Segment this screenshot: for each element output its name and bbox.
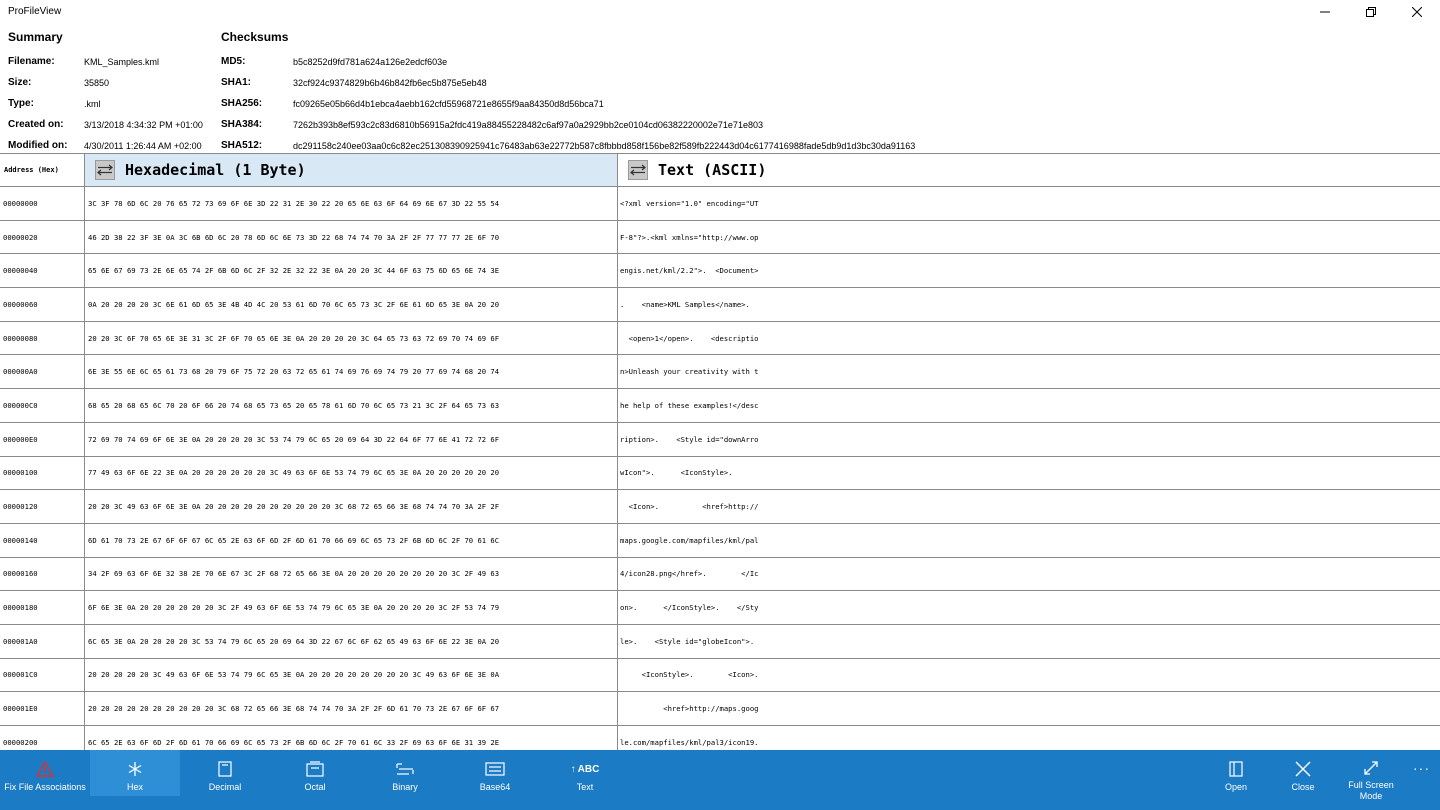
md5-label: MD5: — [221, 56, 246, 67]
modified-value: 4/30/2011 1:26:44 AM +02:00 — [84, 140, 202, 151]
decimal-icon — [218, 760, 232, 778]
table-row[interactable] — [0, 524, 1440, 558]
minimize-icon — [1320, 7, 1330, 17]
bottom-app-bar — [0, 750, 1440, 810]
text-header-title: Text (ASCII) — [658, 161, 767, 179]
decimal-view-label: Decimal — [208, 782, 242, 792]
table-row[interactable] — [0, 187, 1440, 221]
binary-view-label: Binary — [392, 782, 418, 792]
modified-label: Modified on: — [8, 140, 68, 151]
row-address: 00000080 — [0, 322, 85, 355]
close-window-button[interactable] — [1394, 0, 1440, 24]
close-label: Close — [1291, 782, 1315, 792]
row-address: 000001A0 — [0, 625, 85, 658]
text-view-label: Text — [576, 782, 594, 792]
summary-row-created — [8, 114, 208, 135]
binary-view-button[interactable] — [360, 750, 450, 796]
row-address: 00000000 — [0, 187, 85, 220]
row-address: 00000100 — [0, 457, 85, 490]
text-abc-icon — [571, 760, 600, 778]
octal-icon — [306, 760, 324, 778]
restore-button[interactable] — [1348, 0, 1394, 24]
full-screen-button[interactable] — [1326, 750, 1416, 801]
row-ascii-text[interactable]: maps.google.com/mapfiles/kml/pal — [620, 535, 759, 545]
text-header — [618, 154, 1440, 186]
row-hex-bytes[interactable]: 6C 65 2E 63 6F 6D 2F 6D 61 70 66 69 6C 65 73 2F 6B 6D 6C 2F 70 61 6C 33 2F 69 63 6F 6E 31 39 2E — [85, 726, 618, 750]
row-hex-bytes[interactable]: 3C 3F 78 6D 6C 20 76 65 72 73 69 6F 6E 3D 22 31 2E 30 22 20 65 6E 63 6F 64 69 6E 67 3D 22 55 54 — [85, 187, 618, 220]
binary-icon — [396, 760, 414, 778]
table-row[interactable] — [0, 389, 1440, 423]
table-row[interactable] — [0, 625, 1440, 659]
base64-view-button[interactable] — [450, 750, 540, 796]
swap-text-icon[interactable] — [628, 160, 648, 180]
type-label: Type: — [8, 98, 34, 109]
table-row[interactable] — [0, 457, 1440, 491]
checksum-row-sha384 — [221, 114, 1421, 135]
base64-icon — [485, 760, 505, 778]
row-address: 000001C0 — [0, 659, 85, 692]
checksum-row-sha1 — [221, 72, 1421, 93]
close-window-icon — [1412, 7, 1422, 17]
row-hex-bytes[interactable]: 20 20 3C 49 63 6F 6E 3E 0A 20 20 20 20 20 20 20 20 20 20 3C 68 72 65 66 3E 68 74 74 70 3A 2F 2F — [85, 490, 618, 523]
swap-arrows-icon — [630, 164, 646, 176]
full-screen-label: Full Screen Mode — [1348, 780, 1394, 801]
row-hex-bytes[interactable]: 20 20 20 20 20 3C 49 63 6F 6E 53 74 79 6C 65 3E 0A 20 20 20 20 20 20 20 20 3C 49 63 6F 6E 3E 0A — [85, 659, 618, 692]
sha384-label: SHA384: — [221, 119, 263, 130]
row-address: 00000180 — [0, 591, 85, 624]
app-title: ProFileView — [8, 6, 62, 17]
address-header: Address (Hex) — [0, 154, 85, 186]
sha512-label: SHA512: — [221, 140, 263, 151]
row-ascii-text[interactable]: le>. <Style id="globeIcon">. — [620, 636, 759, 646]
row-address: 000000E0 — [0, 423, 85, 456]
octal-view-button[interactable] — [270, 750, 360, 796]
table-row[interactable] — [0, 288, 1440, 322]
table-row[interactable] — [0, 692, 1440, 726]
text-view-button[interactable] — [540, 750, 630, 796]
decimal-view-button[interactable] — [180, 750, 270, 796]
row-hex-bytes[interactable]: 6C 65 3E 0A 20 20 20 20 3C 53 74 79 6C 65 20 69 64 3D 22 67 6C 6F 62 65 49 63 6F 6E 22 3E 0A 20 — [85, 625, 618, 658]
abc-glyph: ABC — [577, 763, 600, 775]
md5-value: b5c8252d9fd781a624a126e2edcf603e — [293, 56, 448, 67]
row-hex-bytes[interactable]: 6F 6E 3E 0A 20 20 20 20 20 20 3C 2F 49 63 6F 6E 53 74 79 6C 65 3E 0A 20 20 20 20 3C 2F 53 74 79 — [85, 591, 618, 624]
table-row[interactable] — [0, 490, 1440, 524]
row-ascii-text[interactable]: . <name>KML Samples</name>. — [620, 299, 759, 309]
sha1-label: SHA1: — [221, 77, 252, 88]
summary-row-size — [8, 72, 208, 93]
sha384-value: 7262b393b8ef593c2c83d6810b56915a2fdc419a88455228482c6af97a0a2929bb2ce0104cd06382220002e71e71e803 — [293, 119, 763, 130]
full-screen-icon — [1363, 760, 1379, 776]
hex-table — [0, 153, 1440, 750]
type-value: .kml — [84, 98, 101, 109]
checksums-panel — [221, 30, 1421, 156]
summary-row-filename — [8, 51, 208, 72]
row-hex-bytes[interactable]: 68 65 20 68 65 6C 70 20 6F 66 20 74 68 65 73 65 20 65 78 61 6D 70 6C 65 73 21 3C 2F 64 65 73 63 — [85, 389, 618, 422]
hex-view-label: Hex — [126, 782, 143, 792]
row-hex-bytes[interactable]: 20 20 3C 6F 70 65 6E 3E 31 3C 2F 6F 70 65 6E 3E 0A 20 20 20 20 3C 64 65 73 63 72 69 70 74 69 6F — [85, 322, 618, 355]
table-row[interactable] — [0, 726, 1440, 750]
open-label: Open — [1224, 782, 1248, 792]
table-row[interactable] — [0, 322, 1440, 356]
base64-view-label: Base64 — [479, 782, 511, 792]
row-hex-bytes[interactable]: 6E 3E 55 6E 6C 65 61 73 68 20 79 6F 75 72 20 63 72 65 61 74 69 76 69 74 79 20 77 69 74 68 20 74 — [85, 355, 618, 388]
row-address: 00000160 — [0, 558, 85, 591]
filename-value: KML_Samples.kml — [84, 56, 160, 67]
title-bar — [0, 0, 1440, 24]
asterisk-icon — [127, 760, 143, 778]
row-ascii-text[interactable]: n>Unleash your creativity with t — [620, 367, 759, 377]
row-address: 000000C0 — [0, 389, 85, 422]
row-ascii-text[interactable]: F-8"?>.<kml xmlns="http://www.op — [620, 232, 759, 242]
hex-header — [85, 154, 618, 186]
sha1-value: 32cf924c9374829b6b46b842fb6ec5b875e5eb48 — [293, 77, 487, 88]
row-address: 000001E0 — [0, 692, 85, 725]
row-ascii-text[interactable]: engis.net/kml/2.2">. <Document> — [620, 266, 759, 276]
row-ascii-text[interactable]: le.com/mapfiles/kml/pal3/icon19. — [620, 737, 759, 747]
swap-arrows-icon — [97, 164, 113, 176]
table-body — [0, 187, 1440, 750]
created-value: 3/13/2018 4:34:32 PM +01:00 — [84, 119, 203, 130]
row-ascii-text[interactable]: <IconStyle>. <Icon>. — [620, 670, 759, 680]
row-hex-bytes[interactable]: 0A 20 20 20 20 3C 6E 61 6D 65 3E 4B 4D 4C 20 53 61 6D 70 6C 65 73 3C 2F 6E 61 6D 65 3E 0A 20 20 — [85, 288, 618, 321]
checksum-row-md5 — [221, 51, 1421, 72]
open-file-icon — [1229, 760, 1243, 778]
row-address: 000000A0 — [0, 355, 85, 388]
hex-header-title: Hexadecimal (1 Byte) — [125, 161, 306, 179]
checksum-row-sha256 — [221, 93, 1421, 114]
row-address: 00000020 — [0, 221, 85, 254]
row-ascii-text[interactable]: wIcon">. <IconStyle>. — [620, 468, 759, 478]
sha256-label: SHA256: — [221, 98, 263, 109]
created-label: Created on: — [8, 119, 64, 130]
up-arrow-icon: ↑ — [570, 763, 576, 775]
summary-panel — [8, 30, 208, 156]
size-value: 35850 — [84, 77, 110, 88]
window-controls — [1302, 0, 1440, 24]
table-row[interactable] — [0, 659, 1440, 693]
row-ascii-text[interactable]: <href>http://maps.goog — [620, 704, 759, 714]
summary-row-type — [8, 93, 208, 114]
row-ascii-text[interactable]: he help of these examples!</desc — [620, 400, 759, 410]
row-ascii-text[interactable]: ription>. <Style id="downArro — [620, 434, 759, 444]
minimize-button[interactable] — [1302, 0, 1348, 24]
row-hex-bytes[interactable]: 72 69 70 74 69 6F 6E 3E 0A 20 20 20 20 3C 53 74 79 6C 65 20 69 64 3D 22 64 6F 77 6E 41 72 72 6F — [85, 423, 618, 456]
table-row[interactable] — [0, 558, 1440, 592]
row-ascii-text[interactable]: <Icon>. <href>http:// — [620, 502, 759, 512]
checksums-title: Checksums — [221, 30, 289, 44]
row-ascii-text[interactable]: 4/icon28.png</href>. </Ic — [620, 569, 759, 579]
close-icon — [1295, 760, 1311, 778]
swap-hex-icon[interactable] — [95, 160, 115, 180]
row-ascii-text[interactable]: <?xml version="1.0" encoding="UT — [620, 198, 759, 208]
row-ascii-text[interactable]: on>. </IconStyle>. </Sty — [620, 603, 759, 613]
row-hex-bytes[interactable]: 34 2F 69 63 6F 6E 32 38 2E 70 6E 67 3C 2F 68 72 65 66 3E 0A 20 20 20 20 20 20 20 20 3C 2F 49 63 — [85, 558, 618, 591]
sha256-value: fc09265e05b66d4b1ebca4aebb162cfd55968721e8655f9aa84350d8d56bca71 — [293, 98, 604, 109]
table-row[interactable] — [0, 423, 1440, 457]
filename-label: Filename: — [8, 56, 55, 67]
octal-view-label: Octal — [304, 782, 326, 792]
row-hex-bytes[interactable]: 6D 61 70 73 2E 67 6F 6F 67 6C 65 2E 63 6F 6D 2F 6D 61 70 66 69 6C 65 73 2F 6B 6D 6C 2F 70 61 6C — [85, 524, 618, 557]
row-hex-bytes[interactable]: 20 20 20 20 20 20 20 20 20 20 3C 68 72 65 66 3E 68 74 74 70 3A 2F 2F 6D 61 70 73 2E 67 6F 6F 67 — [85, 692, 618, 725]
table-header — [0, 153, 1440, 187]
size-label: Size: — [8, 77, 32, 88]
table-row[interactable] — [0, 254, 1440, 288]
row-hex-bytes[interactable]: 46 2D 38 22 3F 3E 0A 3C 6B 6D 6C 20 78 6D 6C 6E 73 3D 22 68 74 74 70 3A 2F 2F 77 77 77 2E 6F 70 — [85, 221, 618, 254]
row-address: 00000120 — [0, 490, 85, 523]
table-row[interactable] — [0, 221, 1440, 255]
sha512-value: dc291158c240ee03aa0c6c82ec251308390925941c76483ab63e22772b587c8fbbbd858f156be82f589fb222443d04c6177416988fade5db9d1d3bc30da91163 — [293, 140, 916, 151]
row-hex-bytes[interactable]: 77 49 63 6F 6E 22 3E 0A 20 20 20 20 20 20 3C 49 63 6F 6E 53 74 79 6C 65 3E 0A 20 20 20 20 20 20 — [85, 457, 618, 490]
table-row[interactable] — [0, 355, 1440, 389]
row-hex-bytes[interactable]: 65 6E 67 69 73 2E 6E 65 74 2F 6B 6D 6C 2F 32 2E 32 22 3E 0A 20 20 3C 44 6F 63 75 6D 65 6E 74 3E — [85, 254, 618, 287]
row-address: 00000200 — [0, 726, 85, 750]
row-address: 00000040 — [0, 254, 85, 287]
fix-file-associations-button[interactable] — [0, 750, 90, 796]
more-options-button[interactable]: ··· — [1413, 760, 1430, 776]
restore-icon — [1366, 7, 1376, 17]
hex-view-button[interactable] — [90, 750, 180, 796]
row-address: 00000140 — [0, 524, 85, 557]
row-address: 00000060 — [0, 288, 85, 321]
summary-title: Summary — [8, 30, 63, 44]
fix-file-associations-label: Fix File Associations — [4, 782, 86, 792]
warning-icon — [36, 760, 54, 778]
row-ascii-text[interactable]: <open>1</open>. <descriptio — [620, 333, 759, 343]
table-row[interactable] — [0, 591, 1440, 625]
